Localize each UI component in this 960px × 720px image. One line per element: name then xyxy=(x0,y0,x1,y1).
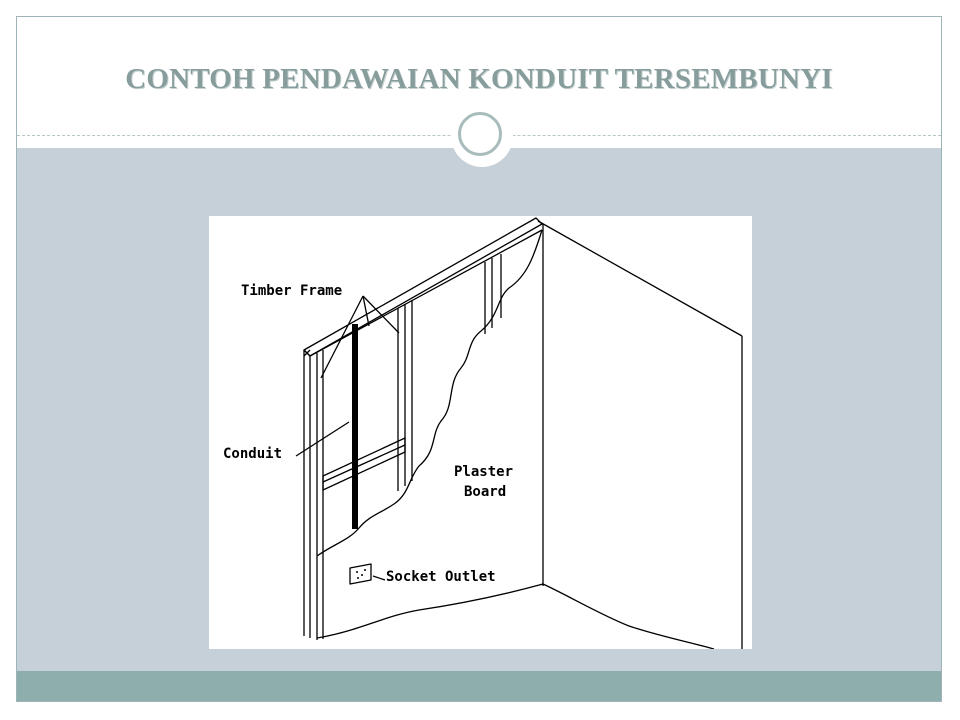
label-conduit: Conduit xyxy=(223,446,283,462)
top-plate-lower-edge xyxy=(310,230,542,356)
label-timber-frame: Timber Frame xyxy=(241,283,343,299)
diagram-svg xyxy=(209,216,752,649)
footer-band xyxy=(17,671,941,702)
timber-frame-leader-2 xyxy=(363,296,399,333)
slide-title: CONTOH PENDAWAIAN KONDUIT TERSEMBUNYI xyxy=(125,63,833,95)
label-plaster-line1: Plaster xyxy=(454,464,514,480)
label-plaster-line2: Board xyxy=(464,484,507,500)
socket-outlet-box xyxy=(350,564,371,584)
wiring-diagram xyxy=(209,216,752,649)
circle-ornament-ring xyxy=(458,112,502,156)
socket-dots xyxy=(356,569,366,579)
post-end-mark xyxy=(304,350,310,356)
plaster-bottom-edge xyxy=(317,584,714,649)
corner-wall-top-edge xyxy=(538,221,742,336)
label-socket-outlet: Socket Outlet xyxy=(386,569,496,585)
conduit-pipe xyxy=(352,324,358,529)
socket-leader xyxy=(373,576,385,580)
noggin-mid-line xyxy=(323,445,405,482)
